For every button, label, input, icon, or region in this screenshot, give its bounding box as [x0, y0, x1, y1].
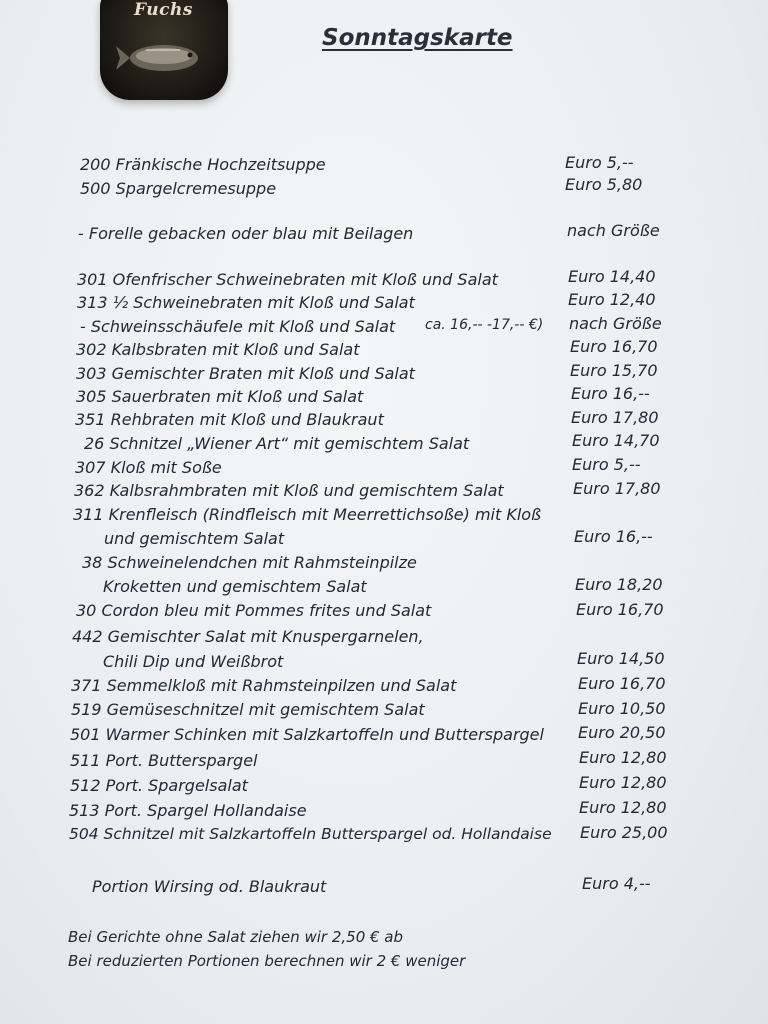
menu-item-name: 303 Gemischter Braten mit Kloß und Salat	[76, 364, 415, 383]
menu-item-name: 500 Spargelcremesuppe	[80, 179, 277, 198]
menu-item-name: 307 Kloß mit Soße	[75, 458, 222, 477]
menu-item-price: Euro 4,--	[582, 874, 651, 893]
menu-item-price: Euro 16,70	[576, 600, 664, 619]
menu-item-name: 512 Port. Spargelsalat	[70, 776, 248, 795]
menu-item-price: Euro 20,50	[578, 723, 666, 742]
fish-icon	[116, 36, 216, 80]
menu-item-price: Euro 16,70	[578, 674, 666, 693]
menu-item-name: Chili Dip und Weißbrot	[103, 652, 284, 671]
menu-item-name: 301 Ofenfrischer Schweinebraten mit Kloß und Salat	[77, 270, 498, 289]
menu-item-price: Euro 14,70	[572, 431, 660, 450]
menu-item-name: 30 Cordon bleu mit Pommes frites und Salat	[76, 601, 432, 620]
menu-item-price: Euro 12,80	[579, 773, 667, 792]
menu-item-name: 38 Schweinelendchen mit Rahmsteinpilze	[82, 553, 417, 572]
footnote: Bei reduzierten Portionen berechnen wir 2 € weniger	[68, 952, 466, 970]
menu-item-name: 311 Krenfleisch (Rindfleisch mit Meerrettichsoße) mit Kloß	[73, 505, 542, 524]
menu-item-name: 200 Fränkische Hochzeitsuppe	[80, 155, 326, 174]
menu-item-price: Euro 15,70	[570, 361, 658, 380]
menu-item-price: Euro 5,80	[565, 175, 643, 194]
menu-item-name: 511 Port. Butterspargel	[70, 751, 258, 770]
menu-item-name: 442 Gemischter Salat mit Knuspergarnelen,	[72, 627, 424, 646]
menu-item-name: - Schweinsschäufele mit Kloß und Salat	[80, 317, 396, 336]
menu-item-price: Euro 5,--	[572, 455, 641, 474]
menu-item-price: Euro 16,--	[571, 384, 650, 403]
menu-item-name: 513 Port. Spargel Hollandaise	[69, 801, 307, 820]
menu-item-price: Euro 17,80	[571, 408, 659, 427]
menu-item-price: Euro 25,00	[580, 823, 668, 842]
menu-item-name: 362 Kalbsrahmbraten mit Kloß und gemischtem Salat	[74, 481, 504, 500]
menu-item-price: Euro 12,40	[568, 290, 656, 309]
menu-item-name: - Forelle gebacken oder blau mit Beilagen	[78, 224, 414, 243]
menu-item-name: 371 Semmelkloß mit Rahmsteinpilzen und Salat	[71, 676, 457, 695]
menu-item-price: Euro 16,70	[570, 337, 658, 356]
menu-item-name: 519 Gemüseschnitzel mit gemischtem Salat	[71, 700, 425, 719]
menu-item-name: 504 Schnitzel mit Salzkartoffeln Butterspargel od. Hollandaise	[69, 825, 552, 843]
menu-item-price: Euro 12,80	[579, 798, 667, 817]
menu-item-price: Euro 18,20	[575, 575, 663, 594]
logo-text: Fuchs	[134, 0, 193, 20]
menu-item-price: Euro 16,--	[574, 527, 653, 546]
menu-item-price: Euro 14,50	[577, 649, 665, 668]
footnote: Bei Gerichte ohne Salat ziehen wir 2,50 € ab	[68, 928, 404, 946]
menu-item-name: 26 Schnitzel „Wiener Art“ mit gemischtem Salat	[84, 434, 470, 453]
page-title: Sonntagskarte	[322, 25, 513, 51]
menu-item-price: Euro 17,80	[573, 479, 661, 498]
menu-item-price: Euro 14,40	[568, 267, 656, 286]
menu-item-name: Kroketten und gemischtem Salat	[103, 577, 367, 596]
menu-item-price: Euro 12,80	[579, 748, 667, 767]
menu-item-extra: ca. 16,-- -17,-- €)	[425, 317, 544, 333]
menu-item-price: nach Größe	[567, 221, 660, 240]
menu-item-price: Euro 10,50	[578, 699, 666, 718]
menu-item-name: 501 Warmer Schinken mit Salzkartoffeln und Butterspargel	[70, 725, 544, 744]
menu-item-price: nach Größe	[569, 314, 662, 333]
menu-item-price: Euro 5,--	[565, 153, 634, 172]
menu-item-name: 302 Kalbsbraten mit Kloß und Salat	[76, 340, 360, 359]
menu-item-name: 305 Sauerbraten mit Kloß und Salat	[76, 387, 364, 406]
menu-item-name: und gemischtem Salat	[104, 529, 285, 548]
menu-item-name: 313 ½ Schweinebraten mit Kloß und Salat	[77, 293, 415, 312]
restaurant-logo	[100, 0, 228, 100]
menu-item-name: 351 Rehbraten mit Kloß und Blaukraut	[75, 410, 384, 429]
menu-item-name: Portion Wirsing od. Blaukraut	[92, 877, 327, 896]
